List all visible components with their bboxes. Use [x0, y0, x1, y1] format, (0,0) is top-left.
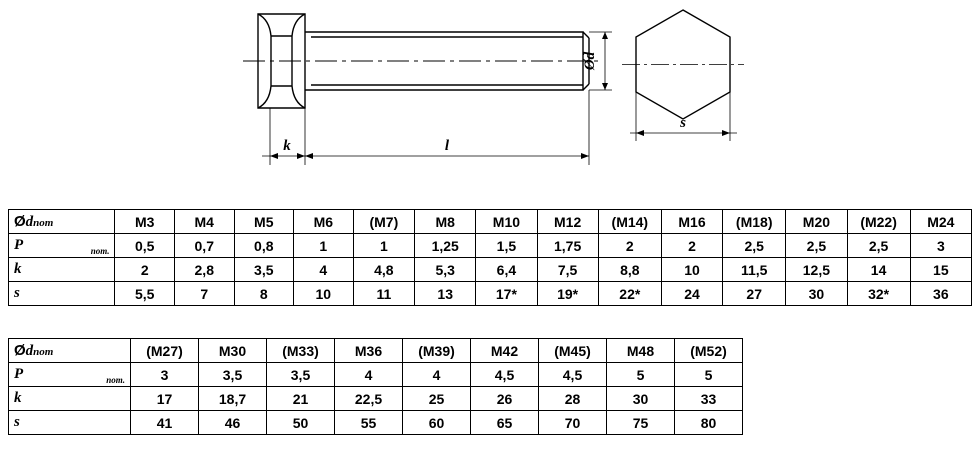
- table-row: [9, 234, 972, 258]
- table-cell: 60: [403, 411, 471, 435]
- column-header: M24: [910, 210, 971, 234]
- column-header: M20: [786, 210, 847, 234]
- table-cell: 4,8: [353, 258, 415, 282]
- s-label: s: [680, 115, 686, 131]
- row-label: P nom.: [9, 234, 115, 258]
- table-cell: 2,8: [174, 258, 234, 282]
- table-cell: 65: [471, 411, 539, 435]
- table-cell: 4,5: [539, 363, 607, 387]
- column-header: (M7): [353, 210, 415, 234]
- column-header: M5: [234, 210, 294, 234]
- table-cell: 10: [661, 258, 722, 282]
- table-cell: 28: [539, 387, 607, 411]
- table-cell: 14: [847, 258, 910, 282]
- column-header: M30: [199, 339, 267, 363]
- table-row: [9, 411, 743, 435]
- table-row: [9, 363, 743, 387]
- column-header: M3: [115, 210, 175, 234]
- table-cell: 36: [910, 282, 971, 306]
- table-cell: 2: [115, 258, 175, 282]
- row-label-note: nom.: [90, 246, 110, 256]
- column-header: M4: [174, 210, 234, 234]
- table-cell: 22*: [598, 282, 661, 306]
- table-cell: 7,5: [537, 258, 598, 282]
- table-cell: 50: [267, 411, 335, 435]
- column-header: (M52): [675, 339, 743, 363]
- table-cell: 3,5: [267, 363, 335, 387]
- table-cell: 4,5: [471, 363, 539, 387]
- table-cell: 17: [131, 387, 199, 411]
- table-cell: 0,8: [234, 234, 294, 258]
- table-cell: 25: [403, 387, 471, 411]
- l-label: l: [444, 138, 450, 154]
- column-header: M6: [294, 210, 354, 234]
- table-cell: 5,5: [115, 282, 175, 306]
- table-cell: 1,75: [537, 234, 598, 258]
- column-header: M12: [537, 210, 598, 234]
- column-header: (M27): [131, 339, 199, 363]
- k-dimension: [262, 108, 313, 165]
- table-cell: 4: [403, 363, 471, 387]
- table-header-row: [9, 210, 972, 234]
- table-cell: 8: [234, 282, 294, 306]
- table-cell: 2: [598, 234, 661, 258]
- table-metric-large: [8, 338, 743, 435]
- table-cell: 22,5: [335, 387, 403, 411]
- k-label: k: [283, 138, 291, 154]
- table-cell: 33: [675, 387, 743, 411]
- table-row: [9, 258, 972, 282]
- table-cell: 15: [910, 258, 971, 282]
- table-cell: 11: [353, 282, 415, 306]
- table-cell: 19*: [537, 282, 598, 306]
- table-row: [9, 282, 972, 306]
- table-cell: 26: [471, 387, 539, 411]
- table-metric-small: [8, 209, 972, 306]
- table-cell: 6,4: [476, 258, 537, 282]
- table-cell: 27: [723, 282, 786, 306]
- row-label: s: [9, 282, 115, 306]
- table-header-row: [9, 339, 743, 363]
- table-cell: 2,5: [847, 234, 910, 258]
- table-cell: 3,5: [234, 258, 294, 282]
- table-cell: 1,5: [476, 234, 537, 258]
- table-cell: 18,7: [199, 387, 267, 411]
- column-header: M10: [476, 210, 537, 234]
- table-cell: 1: [294, 234, 354, 258]
- table-cell: 4: [335, 363, 403, 387]
- column-header: (M39): [403, 339, 471, 363]
- table-cell: 5: [675, 363, 743, 387]
- technical-drawing: [0, 0, 972, 190]
- column-header: (M14): [598, 210, 661, 234]
- table-cell: 13: [415, 282, 476, 306]
- column-header: (M45): [539, 339, 607, 363]
- table-cell: 30: [607, 387, 675, 411]
- table-cell: 46: [199, 411, 267, 435]
- column-header: M42: [471, 339, 539, 363]
- table-cell: 4: [294, 258, 354, 282]
- row-label-note: nom.: [106, 375, 125, 385]
- row-label: s: [9, 411, 131, 435]
- column-header: M16: [661, 210, 722, 234]
- row-label-diameter: Ødnom: [9, 210, 115, 234]
- table-cell: 0,7: [174, 234, 234, 258]
- table-cell: 75: [607, 411, 675, 435]
- row-label-diameter: Ødnom: [9, 339, 131, 363]
- table-cell: 1,25: [415, 234, 476, 258]
- table-cell: 10: [294, 282, 354, 306]
- table-cell: 2,5: [786, 234, 847, 258]
- column-header: M36: [335, 339, 403, 363]
- table-cell: 30: [786, 282, 847, 306]
- table-cell: 3,5: [199, 363, 267, 387]
- table-cell: 17*: [476, 282, 537, 306]
- table-cell: 0,5: [115, 234, 175, 258]
- table-cell: 2: [661, 234, 722, 258]
- drawing-canvas: [0, 0, 972, 195]
- column-header: M8: [415, 210, 476, 234]
- table-cell: 5: [607, 363, 675, 387]
- table-cell: 80: [675, 411, 743, 435]
- table-cell: 12,5: [786, 258, 847, 282]
- table-cell: 5,3: [415, 258, 476, 282]
- table-metric-large-wrap: [8, 338, 743, 435]
- column-header: (M22): [847, 210, 910, 234]
- column-header: (M18): [723, 210, 786, 234]
- table-cell: 3: [131, 363, 199, 387]
- table-cell: 24: [661, 282, 722, 306]
- table-cell: 41: [131, 411, 199, 435]
- row-label: k: [9, 258, 115, 282]
- table-cell: 8,8: [598, 258, 661, 282]
- table-cell: 7: [174, 282, 234, 306]
- table-cell: 3: [910, 234, 971, 258]
- column-header: (M33): [267, 339, 335, 363]
- table-cell: 32*: [847, 282, 910, 306]
- table-cell: 70: [539, 411, 607, 435]
- row-label: k: [9, 387, 131, 411]
- row-label: P nom.: [9, 363, 131, 387]
- column-header: M48: [607, 339, 675, 363]
- table-cell: 11,5: [723, 258, 786, 282]
- table-cell: 1: [353, 234, 415, 258]
- diameter-label: Ød: [582, 51, 598, 71]
- table-cell: 21: [267, 387, 335, 411]
- table-cell: 2,5: [723, 234, 786, 258]
- table-row: [9, 387, 743, 411]
- table-metric-small-wrap: [8, 209, 972, 306]
- table-cell: 55: [335, 411, 403, 435]
